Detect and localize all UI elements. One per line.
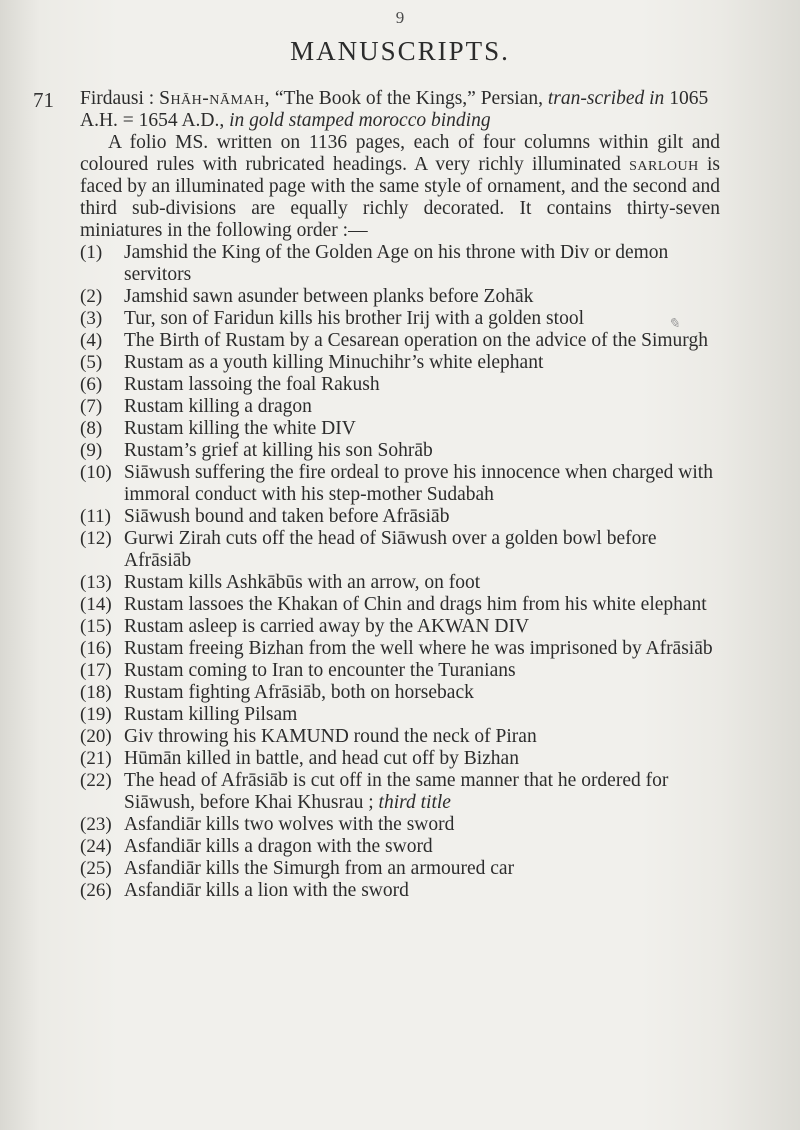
entry-heading [80, 88, 720, 132]
miniature-number: (12) [80, 528, 112, 549]
miniature-item [80, 814, 720, 836]
miniature-number: (3) [80, 308, 103, 329]
miniature-caption: Rustam fighting Afrāsiāb, both on horseback [124, 682, 474, 703]
miniature-number: (4) [80, 330, 103, 351]
entry-description [80, 132, 720, 242]
miniature-item [80, 242, 720, 286]
miniature-number: (18) [80, 682, 112, 703]
miniature-number: (21) [80, 748, 112, 769]
handwritten-margin-note: ✎ [668, 316, 680, 332]
miniature-item [80, 660, 720, 682]
miniature-item [80, 352, 720, 374]
miniature-caption: Rustam lassoing the foal Rakush [124, 374, 380, 395]
miniature-number: (14) [80, 594, 112, 615]
miniature-caption: The head of Afrāsiāb is cut off in the same manner that he ordered for Siāwush, before Khai Khusrau ; third title [124, 770, 669, 813]
miniature-item [80, 726, 720, 748]
miniature-caption-note: third title [373, 792, 451, 813]
miniatures-list [80, 242, 720, 902]
miniature-number: (8) [80, 418, 103, 439]
miniature-caption: Siāwush suffering the fire ordeal to prove his innocence when charged with immoral conduct with his step-mother Sudabah [124, 462, 713, 505]
description-part-1: A folio MS. written on 1136 pages, each of four columns within gilt and coloured rules with rubricated headings. A very richly illuminated [80, 132, 720, 175]
miniature-item [80, 330, 720, 352]
miniature-number: (16) [80, 638, 112, 659]
miniature-number: (15) [80, 616, 112, 637]
miniature-number: (17) [80, 660, 112, 681]
miniature-item [80, 528, 720, 572]
entry-number: 71 [33, 88, 54, 112]
miniature-caption: Asfandiār kills a dragon with the sword [124, 836, 433, 857]
author: Firdausi : [80, 88, 155, 109]
miniature-item [80, 880, 720, 902]
miniature-number: (11) [80, 506, 111, 527]
miniature-number: (13) [80, 572, 112, 593]
miniature-caption: Giv throwing his KAMUND round the neck of Piran [124, 726, 537, 747]
description-term: sarlouh [629, 154, 699, 175]
miniature-item [80, 396, 720, 418]
miniature-number: (19) [80, 704, 112, 725]
miniature-number: (1) [80, 242, 103, 263]
miniature-number: (7) [80, 396, 103, 417]
miniature-item [80, 836, 720, 858]
miniature-number: (25) [80, 858, 112, 879]
miniature-caption: Rustam coming to Iran to encounter the Turanians [124, 660, 516, 681]
transcription-note: tran-scribed in [547, 88, 665, 109]
miniature-number: (26) [80, 880, 112, 901]
miniature-item [80, 374, 720, 396]
miniature-item [80, 418, 720, 440]
miniature-caption: Asfandiār kills two wolves with the sword [124, 814, 455, 835]
miniature-number: (10) [80, 462, 112, 483]
miniature-item [80, 616, 720, 638]
miniature-item [80, 572, 720, 594]
miniature-item [80, 440, 720, 462]
miniature-caption: Hūmān killed in battle, and head cut off by Bizhan [124, 748, 519, 769]
miniature-number: (2) [80, 286, 103, 307]
miniature-caption: Tur, son of Faridun kills his brother Irij with a golden stool [124, 308, 584, 329]
work-title-translation: “The Book of the Kings,” Persian, [274, 88, 543, 109]
miniature-item [80, 858, 720, 880]
miniature-item [80, 286, 720, 308]
miniature-caption: Rustam killing Pilsam [124, 704, 298, 725]
miniature-item [80, 682, 720, 704]
miniature-caption: Jamshid sawn asunder between planks before Zohāk [124, 286, 534, 307]
miniature-caption: Rustam asleep is carried away by the AKWAN DIV [124, 616, 530, 637]
miniature-item [80, 770, 720, 814]
binding-note: in gold stamped morocco binding [229, 110, 491, 131]
miniature-caption: Siāwush bound and taken before Afrāsiāb [124, 506, 450, 527]
miniature-caption: Gurwi Zirah cuts off the head of Siāwush over a golden bowl before Afrāsiāb [124, 528, 657, 571]
miniature-number: (24) [80, 836, 112, 857]
miniature-caption: Rustam kills Ashkābūs with an arrow, on foot [124, 572, 481, 593]
miniature-item [80, 594, 720, 616]
miniature-number: (20) [80, 726, 112, 747]
miniature-item [80, 748, 720, 770]
miniature-number: (23) [80, 814, 112, 835]
miniature-caption: The Birth of Rustam by a Cesarean operation on the advice of the Simurgh [124, 330, 708, 351]
miniature-caption: Rustam killing the white DIV [124, 418, 356, 439]
miniature-caption: Jamshid the King of the Golden Age on his throne with Div or demon servitors [124, 242, 669, 285]
description-part-2: is faced by an illuminated page with the same style of ornament, and the second and third sub-divisions are equally richly decorated. It contains thirty-seven miniatures in the following order :— [80, 154, 721, 241]
miniature-caption: Rustam’s grief at killing his son Sohrāb [124, 440, 433, 461]
miniature-caption: Rustam killing a dragon [124, 396, 312, 417]
catalogue-entry [80, 88, 720, 902]
miniature-caption: Rustam lassoes the Khakan of Chin and drags him from his white elephant [124, 594, 707, 615]
miniature-item [80, 462, 720, 506]
running-head: MANUSCRIPTS. [290, 36, 510, 66]
miniature-item [80, 638, 720, 660]
miniature-caption: Rustam freeing Bizhan from the well where he was imprisoned by Afrāsiāb [124, 638, 713, 659]
miniature-caption: Rustam as a youth killing Minuchihr’s white elephant [124, 352, 544, 373]
page-number: 9 [395, 8, 405, 27]
miniature-item [80, 308, 720, 330]
miniature-number: (6) [80, 374, 103, 395]
miniature-number: (9) [80, 440, 103, 461]
transcription-date: 1065 A.H. = 1654 A.D., [80, 88, 709, 131]
work-title: Shāh-nāmah, [159, 88, 271, 109]
miniature-item [80, 506, 720, 528]
miniature-number: (22) [80, 770, 112, 791]
miniature-number: (5) [80, 352, 103, 373]
miniature-caption: Asfandiār kills a lion with the sword [124, 880, 409, 901]
miniature-item [80, 704, 720, 726]
miniature-caption: Asfandiār kills the Simurgh from an armoured car [124, 858, 515, 879]
